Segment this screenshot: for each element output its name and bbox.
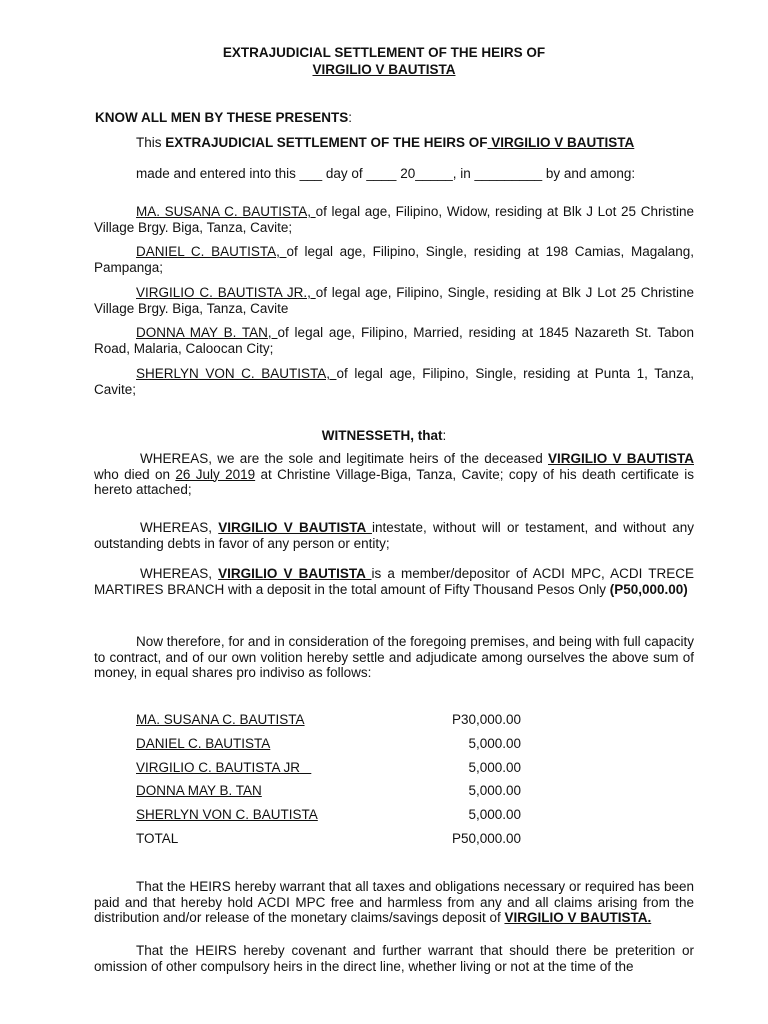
whereas-paragraph-2: WHEREAS, VIRGILIO V BAUTISTA intestate, without will or testament, and without any outstanding debts in favor of any person or entity; xyxy=(94,520,694,551)
party-name: DONNA MAY B. TAN, xyxy=(136,325,278,340)
heir-name: MA. SUSANA C. BAUTISTA xyxy=(136,712,305,727)
settlement-intro-line: This EXTRAJUDICIAL SETTLEMENT OF THE HEIRS OF VIRGILIO V BAUTISTA xyxy=(136,135,635,150)
whereas-paragraph-3: WHEREAS, VIRGILIO V BAUTISTA is a member/depositor of ACDI MPC, ACDI TRECE MARTIRES BRANCH with a deposit in the total amount of Fifty Thousand Pesos Only (P50,000.00) xyxy=(94,566,694,597)
heir-name: SHERLYN VON C. BAUTISTA xyxy=(136,807,318,822)
heir-share-amount: 5,000.00 xyxy=(468,760,521,775)
whereas-paragraph-1: WHEREAS, we are the sole and legitimate heirs of the deceased VIRGILIO V BAUTISTA who died on 26 July 2019 at Christine Village-Biga, Tanza, Cavite; copy of his death certificate is hereto attached; xyxy=(94,451,694,497)
party-name: DANIEL C. BAUTISTA, xyxy=(136,244,287,259)
heir-share-amount: 5,000.00 xyxy=(468,736,521,751)
witnesseth-heading: WITNESSETH, that: xyxy=(321,428,447,443)
heir-share-amount: 5,000.00 xyxy=(468,783,521,798)
heir-name: VIRGILIO C. BAUTISTA JR xyxy=(136,760,312,775)
heir-share-amount: 5,000.00 xyxy=(468,807,521,822)
party-paragraph: DONNA MAY B. TAN, of legal age, Filipino, Married, residing at 1845 Nazareth St. Tabon Road, Malaria, Caloocan City; xyxy=(94,325,695,356)
total-amount: P50,000.00 xyxy=(451,831,521,846)
document-title: EXTRAJUDICIAL SETTLEMENT OF THE HEIRS OF xyxy=(222,45,546,60)
made-and-entered-line: made and entered into this ___ day of ____ 20_____, in _________ by and among: xyxy=(136,166,636,181)
party-paragraph: SHERLYN VON C. BAUTISTA, of legal age, Filipino, Single, residing at Punta 1, Tanza, Cavite; xyxy=(94,366,694,397)
party-name: MA. SUSANA C. BAUTISTA, xyxy=(136,204,316,219)
party-name: SHERLYN VON C. BAUTISTA, xyxy=(136,366,337,381)
heir-name: DANIEL C. BAUTISTA xyxy=(136,736,271,751)
party-paragraph: DANIEL C. BAUTISTA, of legal age, Filipino, Single, residing at 198 Camias, Magalang, Pampanga; xyxy=(94,244,694,275)
heir-name: DONNA MAY B. TAN xyxy=(136,783,262,798)
heir-share-amount: P30,000.00 xyxy=(451,712,521,727)
party-paragraph: MA. SUSANA C. BAUTISTA, of legal age, Filipino, Widow, residing at Blk J Lot 25 Christine Village Brgy. Biga, Tanza, Cavite; xyxy=(94,204,694,235)
know-all-men-heading: KNOW ALL MEN BY THESE PRESENTS: xyxy=(95,110,353,125)
total-label: TOTAL xyxy=(136,831,179,846)
party-name: VIRGILIO C. BAUTISTA JR., xyxy=(136,285,316,300)
covenant-paragraph: That the HEIRS hereby covenant and further warrant that should there be preterition or omission of other compulsory heirs in the direct line, whether living or not at the time of the xyxy=(94,943,694,974)
warranty-paragraph: That the HEIRS hereby warrant that all taxes and obligations necessary or required has been paid and that hereby hold ACDI MPC free and harmless from any and all claims arising from the distribution and/or release of the monetary claims/savings deposit of VIRGILIO V BAUTISTA. xyxy=(94,879,694,925)
document-title-name: VIRGILIO V BAUTISTA xyxy=(312,62,456,77)
now-therefore-paragraph: Now therefore, for and in consideration of the foregoing premises, and being with full capacity to contract, and of our own volition hereby settle and adjudicate among ourselves the above sum of money, in equal shares pro indiviso as follows: xyxy=(94,634,694,680)
party-paragraph: VIRGILIO C. BAUTISTA JR., of legal age, Filipino, Single, residing at Blk J Lot 25 Christine Village Brgy. Biga, Tanza, Cavite xyxy=(94,285,694,316)
